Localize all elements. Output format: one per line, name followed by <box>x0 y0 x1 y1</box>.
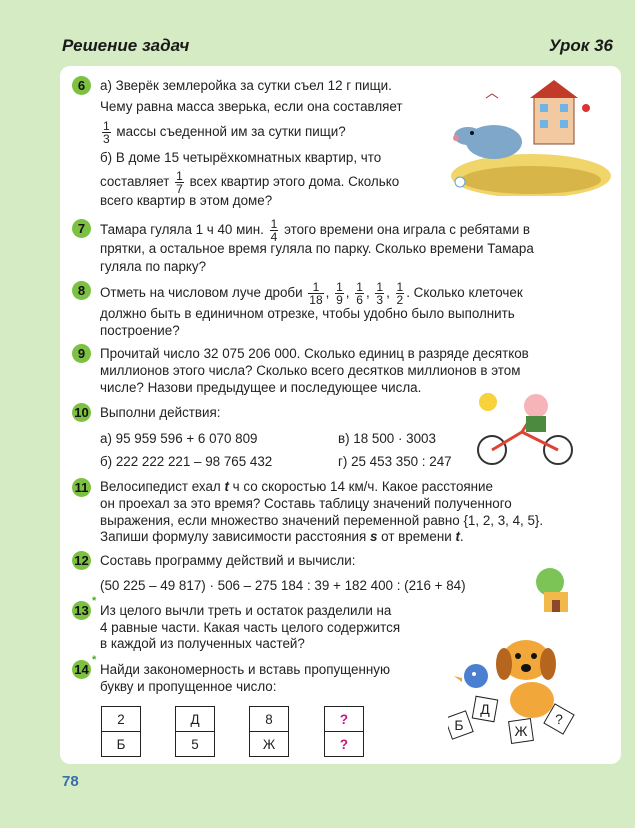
task-number-13: 13 <box>72 601 91 620</box>
task9-line: Прочитай число 32 075 206 000. Сколько единиц в разряде десятков <box>100 346 529 361</box>
fraction: $\frac{1}{7}$ <box>176 169 183 196</box>
task9-line: числе? Назови предыдущее и последующее числа. <box>100 380 422 395</box>
fraction: $\frac{1}{18}$ <box>309 280 323 307</box>
table-cell: 5 <box>176 732 215 757</box>
task11-line: выражения, если множество значений переменной равно {1, 2, 3, 4, 5}. <box>100 513 544 528</box>
card-letter: Ж <box>514 723 528 739</box>
task13-line: в каждой из полученных частей? <box>100 636 305 651</box>
page-header <box>0 28 635 66</box>
task11-line: он проехал за это время? Составь таблицу значений полученного <box>100 496 512 511</box>
task10-item: б) 222 222 221 – 98 765 432 <box>100 454 273 469</box>
task8-line: должно быть в единичном отрезке, чтобы удобно было выполнить <box>100 306 515 321</box>
task7-line: Тамара гуляла 1 ч 40 мин. $\frac{1}{4}$ этого времени она играла с ребятами в <box>100 217 531 244</box>
task12-expression: (50 225 – 49 817) · 506 – 275 184 : 39 + 182 400 : (216 + 84) <box>100 578 466 593</box>
fraction: $\frac{1}{4}$ <box>270 217 278 244</box>
task10-item: г) 25 453 350 : 247 <box>338 454 452 469</box>
pattern-table-3 <box>249 706 289 757</box>
task-number-9: 9 <box>72 344 91 363</box>
fraction: $\frac{1}{9}$ <box>336 280 343 307</box>
task8-line: построение? <box>100 323 180 338</box>
missing-cell: ? <box>325 707 364 732</box>
task14-line: Найди закономерность и вставь пропущенную <box>100 662 390 677</box>
task-number-10: 10 <box>72 403 91 422</box>
tree-house-illustration <box>530 566 578 616</box>
task10-line: Выполни действия: <box>100 405 221 420</box>
task10-item: в) 18 500 · 3003 <box>338 431 436 446</box>
section-title: Решение задач <box>62 36 190 55</box>
page-number: 78 <box>62 773 79 790</box>
task14-line: букву и пропущенное число: <box>100 679 277 694</box>
task13-line: Из целого вычли треть и остаток разделили на <box>100 603 392 618</box>
pig-bike-illustration <box>470 386 580 468</box>
lesson-label: Урок 36 <box>548 36 613 55</box>
task9-line: миллионов этого числа? Сколько всего десятков миллионов в этом <box>100 363 521 378</box>
task6-line: Чему равна масса зверька, если она составляет <box>100 99 403 114</box>
card-letter: ? <box>555 711 563 727</box>
pattern-table-1 <box>101 706 141 757</box>
card-letter: Д <box>480 701 490 717</box>
task10-item: а) 95 959 596 + 6 070 809 <box>100 431 258 446</box>
fraction: $\frac{1}{2}$ <box>396 280 404 307</box>
task-number-12: 12 <box>72 551 91 570</box>
table-cell: Ж <box>250 732 289 757</box>
mole-house-illustration <box>436 78 612 196</box>
task-number-14: 14 <box>72 660 91 679</box>
table-cell: 8 <box>250 707 289 732</box>
task11-line: Запиши формулу зависимости расстояния s от времени t. <box>100 529 464 544</box>
task6-line: б) В доме 15 четырёхкомнатных квартир, что <box>100 150 382 165</box>
dog-bird-cards-illustration <box>448 622 586 750</box>
task7-line: прятки, а остальное время гуляла по парку. Сколько времени Тамара <box>100 241 534 256</box>
fraction: $\frac{1}{3}$ <box>376 280 384 307</box>
task-number-6: 6 <box>72 76 91 95</box>
table-cell: 2 <box>102 707 141 732</box>
missing-cell: ? <box>325 732 364 757</box>
task6-line: а) Зверёк землеройка за сутки съел 12 г пищи. <box>100 78 392 93</box>
card-letter: Б <box>454 717 464 733</box>
task-number-7: 7 <box>72 219 91 238</box>
task11-line: Велосипедист ехал t ч со скоростью 14 км/ч. Какое расстояние <box>100 479 493 494</box>
star-mark: * <box>92 595 97 607</box>
task-number-8: 8 <box>72 281 91 300</box>
task7-line: гуляла по парку? <box>100 259 207 274</box>
table-cell: Б <box>102 732 141 757</box>
task-number-11: 11 <box>72 478 91 497</box>
task13-line: 4 равные части. Какая часть целого содержится <box>100 620 401 635</box>
pattern-table-4 <box>324 706 364 757</box>
fraction: $\frac{1}{3}$ <box>103 119 110 146</box>
table-cell: Д <box>176 707 215 732</box>
task6-line: составляет $\frac{1}{7}$ всех квартир этого дома. Сколько <box>100 169 400 196</box>
pattern-table-2 <box>175 706 215 757</box>
fraction: $\frac{1}{6}$ <box>356 280 363 307</box>
task12-line: Составь программу действий и вычисли: <box>100 553 356 568</box>
task6-line: $\frac{1}{3}$ массы съеденной им за сутки пищи? <box>103 119 346 146</box>
task8-line: Отметь на числовом луче дроби $\frac{1}{18}$ , $\frac{1}{9}$ , $\frac{1}{6}$ , $\frac{1}{3}$ , $\frac{1}{2}$ . Сколько клеточек <box>100 280 523 307</box>
task6-line: всего квартир в этом доме? <box>100 193 273 208</box>
star-mark: * <box>92 654 97 666</box>
